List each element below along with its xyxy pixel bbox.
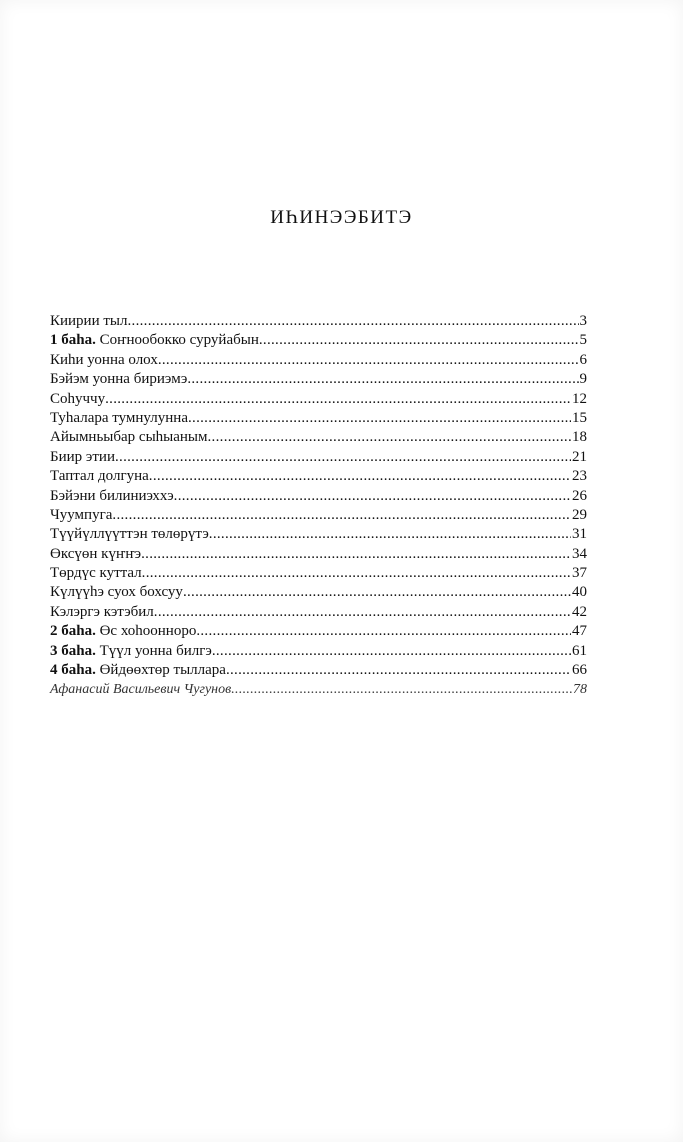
toc-leader-dots	[259, 331, 579, 350]
toc-entry-title: Туһалара тумнулунна	[50, 409, 188, 426]
toc-entry-title: Айымньыбар сыһыаным	[50, 429, 208, 446]
toc-leader-dots	[141, 545, 571, 564]
toc-entry	[50, 525, 587, 544]
toc-entry	[50, 448, 587, 467]
toc-part-label: 3 баһа.	[50, 642, 96, 659]
toc-entry-title: Соҥнообокко суруйабын	[95, 332, 259, 349]
toc-entry	[50, 351, 587, 370]
toc-leader-dots	[158, 351, 579, 370]
toc-leader-dots	[112, 506, 571, 525]
toc-entry-author	[50, 680, 587, 699]
toc-entry-title: Күлүүһэ суох бохсуу	[50, 584, 183, 601]
toc-entry-title: Өксүөн күҥҥэ	[50, 545, 142, 562]
toc-leader-dots	[183, 583, 571, 602]
toc-leader-dots	[105, 390, 571, 409]
toc-leader-dots	[154, 603, 571, 622]
toc-page-number: 66	[572, 662, 587, 679]
toc-page-number: 37	[572, 565, 587, 582]
toc-page-number: 42	[572, 603, 587, 620]
toc-entry-title: Чуумпуга	[50, 506, 113, 523]
toc-entry-title: Киирии тыл	[50, 313, 128, 329]
toc-page-number: 34	[572, 545, 587, 562]
toc-entry	[50, 545, 587, 564]
toc-leader-dots	[231, 680, 572, 699]
toc-leader-dots	[209, 525, 571, 544]
toc-leader-dots	[174, 487, 571, 506]
toc-page-number: 3	[579, 313, 587, 329]
toc-leader-dots	[196, 622, 571, 641]
toc-entry	[50, 487, 587, 506]
toc-part-label: 4 баһа.	[50, 662, 96, 679]
toc-entry-title: Түүл уонна билгэ	[95, 642, 212, 659]
toc-entry	[50, 370, 587, 389]
table-of-contents	[50, 312, 587, 700]
toc-leader-dots	[212, 642, 571, 661]
toc-page-number: 5	[579, 332, 587, 349]
toc-page-number: 40	[572, 584, 587, 601]
toc-page-number: 47	[572, 623, 587, 640]
toc-leader-dots	[226, 661, 571, 680]
toc-leader-dots	[142, 564, 571, 583]
toc-leader-dots	[149, 467, 571, 486]
toc-entry	[50, 622, 587, 641]
toc-entry	[50, 467, 587, 486]
toc-page-number: 21	[572, 448, 587, 465]
toc-entry	[50, 312, 587, 331]
toc-page-number: 78	[573, 682, 587, 698]
toc-entry-title: Киһи уонна олох	[50, 351, 158, 368]
toc-page-number: 18	[572, 429, 587, 446]
toc-page-number: 15	[572, 409, 587, 426]
toc-entry-title: Төрдүс куттал	[50, 565, 142, 582]
toc-entry	[50, 506, 587, 525]
toc-entry-title: Бэйэни билиниэххэ	[50, 487, 174, 504]
toc-leader-dots	[115, 448, 571, 467]
toc-entry	[50, 583, 587, 602]
toc-entry-title: Өйдөөхтөр тыллара	[95, 662, 226, 679]
toc-entry-title: Афанасий Васильевич Чугунов	[50, 682, 232, 698]
page-title: ИҺИНЭЭБИТЭ	[270, 207, 413, 228]
toc-entry	[50, 642, 587, 661]
toc-entry-title: Биир этии	[50, 448, 115, 465]
toc-leader-dots	[188, 409, 571, 428]
toc-page-number: 29	[572, 506, 587, 523]
toc-leader-dots	[208, 428, 572, 447]
toc-entry-title: Кэлэргэ кэтэбил	[50, 603, 154, 620]
toc-page-number: 26	[572, 487, 587, 504]
toc-page-number: 6	[579, 351, 587, 368]
toc-entry	[50, 409, 587, 428]
toc-leader-dots	[187, 370, 578, 389]
toc-page-number: 31	[572, 526, 587, 543]
toc-entry-title: Таптал долгуна	[50, 468, 149, 485]
toc-entry-title: Өс хоһоонноро	[95, 623, 197, 640]
toc-entry	[50, 428, 587, 447]
toc-entry-title: Бэйэм уонна бириэмэ	[50, 371, 188, 388]
toc-entry	[50, 603, 587, 622]
toc-page-number: 9	[579, 371, 587, 388]
toc-page-number: 61	[572, 642, 587, 659]
toc-entry-title: Соһуччу	[50, 390, 106, 407]
toc-page-number: 23	[572, 468, 587, 485]
toc-entry	[50, 661, 587, 680]
toc-entry-title: Түүйүллүүттэн төлөрүтэ	[50, 526, 209, 543]
toc-part-label: 2 баһа.	[50, 623, 96, 640]
toc-page-number: 12	[572, 390, 587, 407]
toc-entry	[50, 564, 587, 583]
toc-leader-dots	[127, 312, 578, 331]
toc-entry	[50, 331, 587, 350]
toc-part-label: 1 баһа.	[50, 332, 96, 349]
toc-entry	[50, 390, 587, 409]
